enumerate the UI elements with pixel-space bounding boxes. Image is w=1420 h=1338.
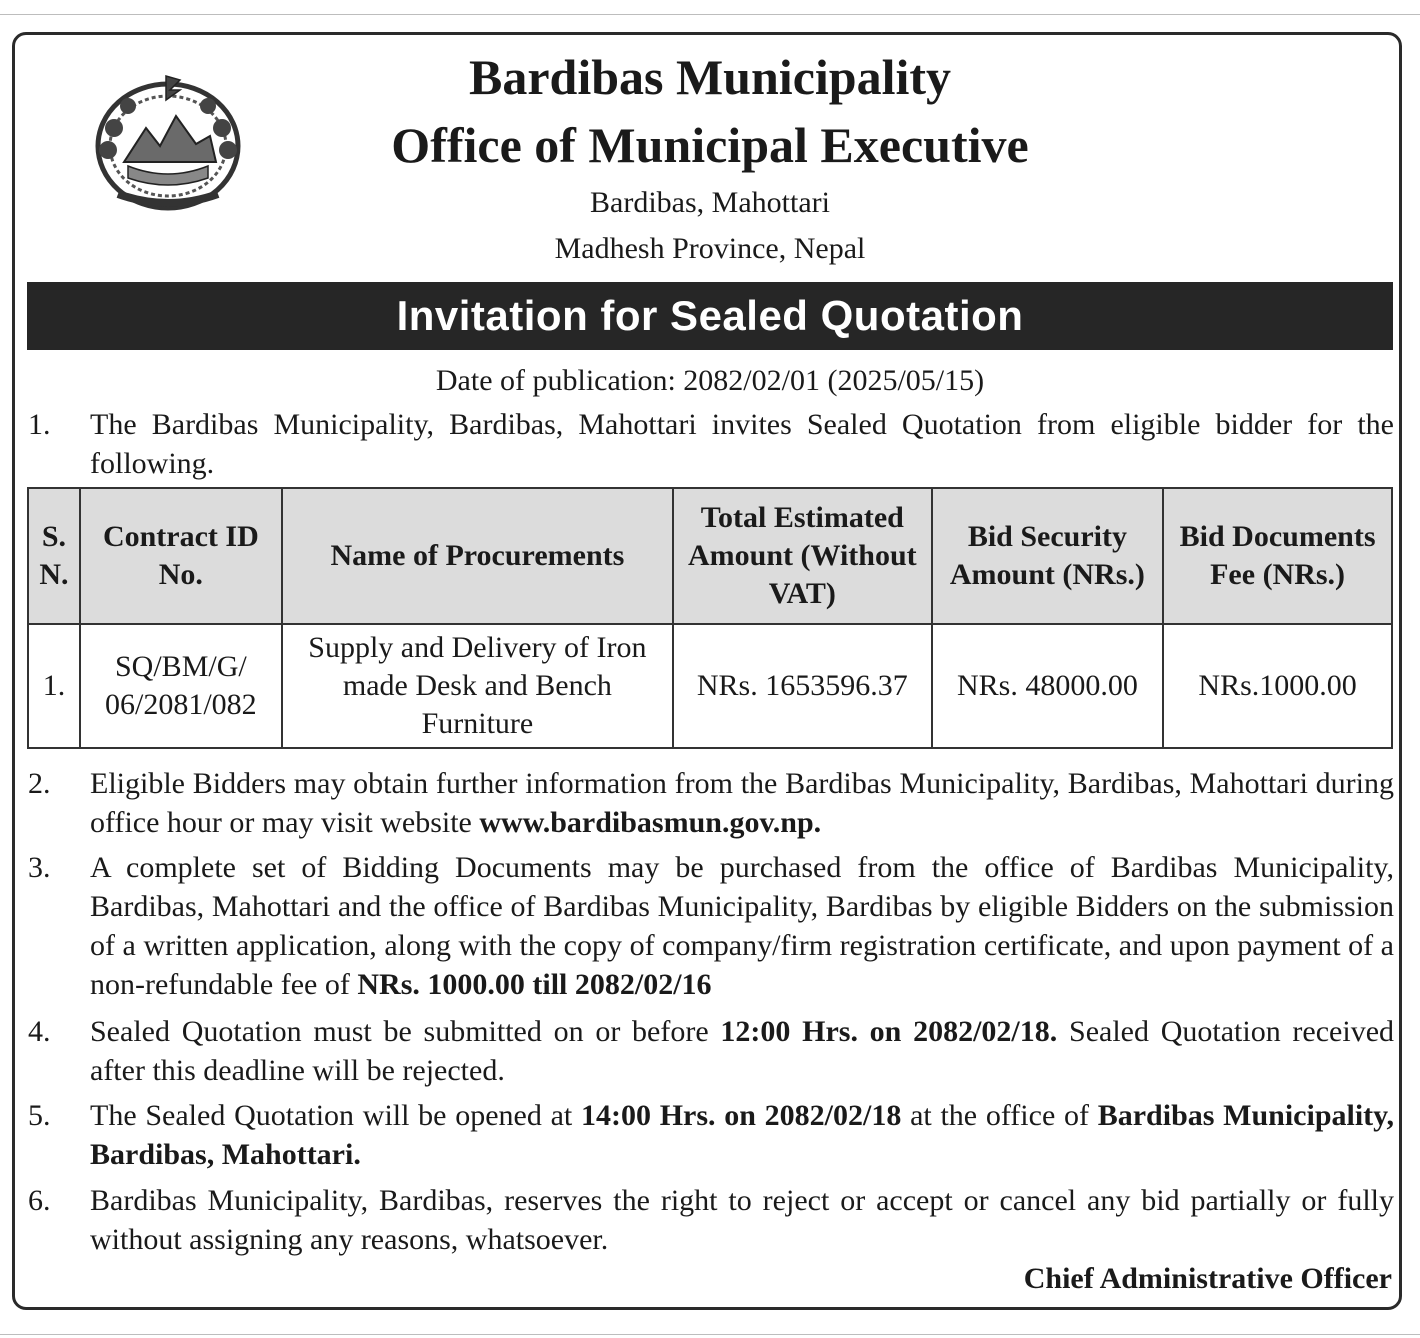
column-header: Total Estimated Amount (Without VAT) (673, 488, 932, 624)
item-text: Bardibas Municipality, Bardibas, reserves the right to reject or accept or cancel any bid partially or fully without assigning any reasons, whatsoever. (90, 1184, 1394, 1256)
list-item (24, 1096, 1394, 1176)
list-item (24, 848, 1394, 1008)
signature-title: Chief Administrative Officer (1023, 1262, 1392, 1295)
item-text-part: The Sealed Quotation will be opened at (90, 1099, 581, 1132)
top-rule (0, 14, 1420, 15)
item-text (90, 1012, 1394, 1090)
table-cell: SQ/BM/G/ 06/2081/082 (80, 624, 282, 748)
table-header-row (28, 488, 1392, 624)
item-number: 2. (28, 767, 51, 800)
nepal-emblem-icon (84, 66, 252, 216)
table-cell: 1. (28, 624, 80, 748)
item-number: 5. (28, 1099, 51, 1132)
table-cell: NRs. 48000.00 (932, 624, 1164, 748)
address-line-2: Madhesh Province, Nepal (554, 232, 866, 265)
column-header: Name of Procurements (282, 488, 673, 624)
item-number: 4. (28, 1015, 51, 1048)
table-cell: Supply and Delivery of Iron made Desk and Bench Furniture (282, 624, 673, 748)
item-text-bold: Bardibas Municipality, Bardibas, Mahottari. (90, 1099, 1395, 1171)
column-header: Contract ID No. (80, 488, 282, 624)
column-header: Bid Security Amount (NRs.) (932, 488, 1164, 624)
list-item (24, 1012, 1394, 1092)
item-text-bold: 12:00 Hrs. on 2082/02/18. (720, 1015, 1058, 1048)
publication-date: Date of publication: 2082/02/01 (2025/05/15) (435, 364, 985, 397)
office-name: Office of Municipal Executive (391, 117, 1029, 173)
item-text: The Bardibas Municipality, Bardibas, Mahottari invites Sealed Quotation from eligible bidder for the following. (90, 408, 1394, 480)
item-number: 3. (28, 851, 51, 884)
list-item (24, 764, 1394, 844)
item-text (90, 848, 1394, 1004)
address-line-1: Bardibas, Mahottari (590, 186, 830, 219)
item-text-bold: 14:00 Hrs. on 2082/02/18 (580, 1099, 902, 1132)
item-text-part: Sealed Quotation must be submitted on or before (90, 1015, 721, 1048)
item-text (90, 1096, 1394, 1174)
org-name: Bardibas Municipality (468, 49, 952, 105)
item-number: 6. (28, 1184, 51, 1217)
list-item (24, 405, 1394, 485)
item-text-part: A complete set of Bidding Documents may be purchased from the office of Bardibas Municipality, Bardibas, Mahottari and the office of Bardibas Municipality, Bardibas by eligible Bidders on the submission of a written application, along with the copy of company/firm registration certificate, and upon payment of a non-refundable fee of (90, 851, 1394, 1001)
table-cell: NRs.1000.00 (1163, 624, 1392, 748)
item-text-part: at the office of (901, 1099, 1098, 1132)
table-cell: NRs. 1653596.37 (673, 624, 932, 748)
procurement-table (27, 487, 1393, 749)
item-text-bold: NRs. 1000.00 till 2082/02/16 (357, 968, 712, 1001)
item-number: 1. (28, 408, 51, 441)
column-header: S. N. (28, 488, 80, 624)
item-text-part: Eligible Bidders may obtain further information from the Bardibas Municipality, Bardibas, Mahottari during office hour or may visit website (90, 767, 1394, 839)
column-header: Bid Documents Fee (NRs.) (1163, 488, 1392, 624)
table-row (28, 624, 1392, 748)
item-text (90, 764, 1394, 842)
bottom-rule (0, 1334, 1420, 1335)
list-item (24, 1181, 1394, 1261)
notice-title: Invitation for Sealed Quotation (27, 282, 1393, 350)
website-link[interactable]: www.bardibasmun.gov.np. (479, 806, 822, 839)
item-text-part: Sealed Quotation received after this deadline will be rejected. (90, 1015, 1395, 1087)
